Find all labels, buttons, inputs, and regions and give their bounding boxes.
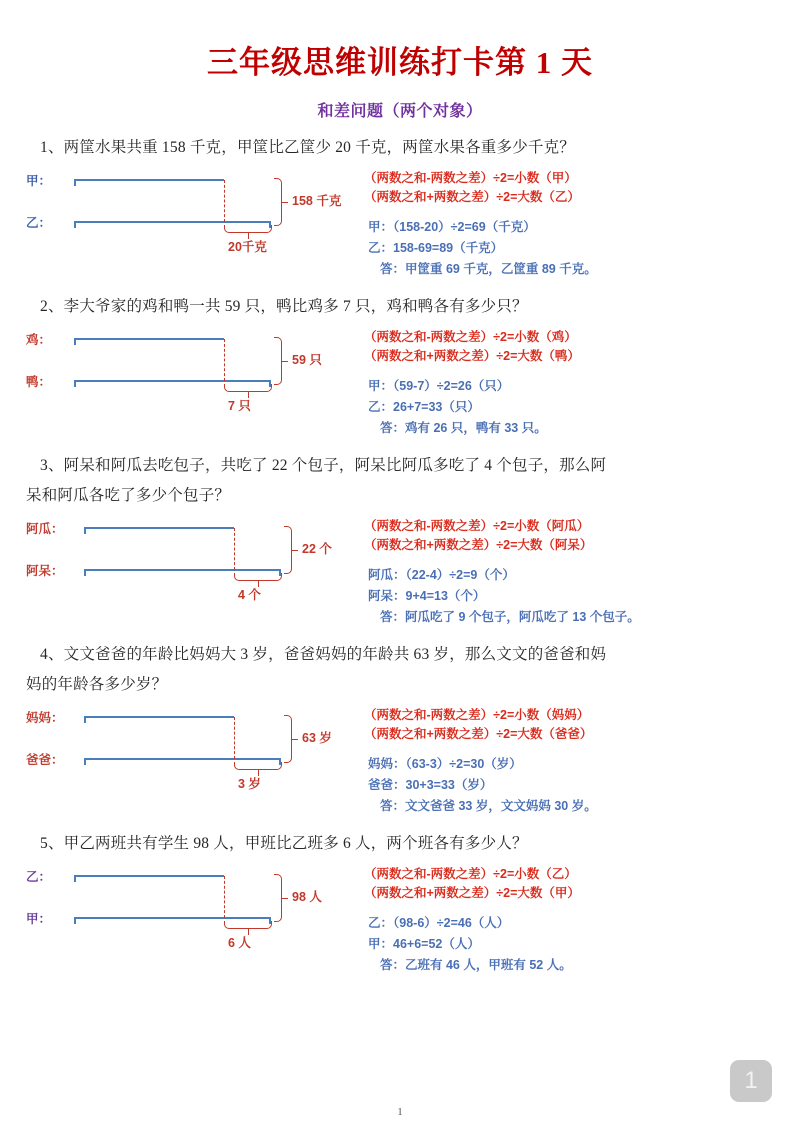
diagram-top-label: 鸡： — [26, 333, 52, 348]
question-line-1: 4、文文爸爸的年龄比妈妈大 3 岁，爸爸妈妈的年龄共 63 岁，那么文文的爸爸和妈 — [40, 646, 607, 664]
diagram-top-label: 阿瓜： — [26, 522, 64, 537]
problem-body — [26, 515, 778, 628]
solution-column — [356, 167, 778, 280]
top-bar-line — [74, 875, 224, 877]
solution-spacer — [364, 903, 778, 913]
problem-block — [0, 628, 800, 817]
question-line-1: 1、两筐水果共重 158 千克，甲筐比乙筐少 20 千克，两筐水果各重多少千克？ — [40, 139, 576, 157]
diagram-bottom-label: 鸭： — [26, 375, 52, 390]
difference-brace — [234, 762, 282, 770]
solution-answer: 答：乙班有 46 人，甲班有 52 人。 — [380, 958, 572, 973]
solution-step-2: 爸爸：30+3=33（岁） — [368, 778, 493, 793]
difference-value-label: 4 个 — [238, 588, 261, 603]
formula-small-number: （两数之和-两数之差）÷2=小数（乙） — [364, 867, 577, 882]
question-line-2: 妈的年龄各多少岁？ — [26, 676, 168, 694]
solution-spacer — [364, 366, 778, 376]
diagram-column — [26, 167, 356, 271]
difference-value-label: 3 岁 — [238, 777, 261, 792]
question-line-1: 3、阿呆和阿瓜去吃包子，共吃了 22 个包子，阿呆比阿瓜多吃了 4 个包子，那么阿 — [40, 457, 607, 475]
problem-block — [0, 280, 800, 439]
formula-small-number: （两数之和-两数之差）÷2=小数（妈妈） — [364, 708, 590, 723]
solution-step-2: 阿呆：9+4=13（个） — [368, 589, 486, 604]
bar-diagram — [26, 167, 356, 271]
sum-brace — [284, 526, 292, 574]
difference-dashed-line — [224, 180, 225, 222]
problem-body — [26, 167, 778, 280]
solution-answer: 答：鸡有 26 只，鸭有 33 只。 — [380, 421, 547, 436]
solution-spacer — [364, 555, 778, 565]
formula-small-number: （两数之和-两数之差）÷2=小数（鸡） — [364, 330, 577, 345]
difference-value-label: 7 只 — [228, 399, 251, 414]
question-text — [26, 280, 778, 322]
difference-dashed-line — [224, 339, 225, 381]
difference-value-label: 20千克 — [228, 240, 267, 255]
diagram-top-label: 乙： — [26, 870, 52, 885]
diagram-bottom-label: 乙： — [26, 216, 52, 231]
formula-small-number: （两数之和-两数之差）÷2=小数（甲） — [364, 171, 577, 186]
difference-brace — [234, 573, 282, 581]
bar-diagram — [26, 515, 356, 619]
bottom-bar-line — [84, 758, 280, 760]
solution-step-1: 甲：（158-20）÷2=69（千克） — [368, 220, 536, 235]
solution-spacer — [364, 207, 778, 217]
solution-column — [356, 515, 778, 628]
problems-container — [0, 121, 800, 976]
sum-value-label: 158 千克 — [292, 194, 342, 209]
sum-value-label: 98 人 — [292, 890, 322, 905]
formula-large-number: （两数之和+两数之差）÷2=大数（鸭） — [364, 349, 580, 364]
top-bar-line — [84, 716, 234, 718]
problem-body — [26, 326, 778, 439]
diagram-column — [26, 515, 356, 619]
difference-dashed-line — [234, 717, 235, 759]
footer-page-number: 1 — [397, 1106, 403, 1118]
bar-diagram — [26, 863, 356, 967]
bottom-bar-line — [74, 221, 270, 223]
solution-column — [356, 863, 778, 976]
question-text — [26, 628, 778, 700]
corner-page-badge: 1 — [730, 1060, 772, 1102]
bottom-bar-line — [84, 569, 280, 571]
diagram-top-label: 甲： — [26, 174, 52, 189]
sum-value-label: 59 只 — [292, 353, 322, 368]
problem-block — [0, 817, 800, 976]
difference-dashed-line — [224, 876, 225, 918]
solution-step-2: 甲：46+6=52（人） — [368, 937, 480, 952]
solution-step-1: 甲：（59-7）÷2=26（只） — [368, 379, 510, 394]
bar-diagram — [26, 704, 356, 808]
diagram-bottom-label: 爸爸： — [26, 753, 64, 768]
difference-brace — [224, 921, 272, 929]
difference-dashed-line — [234, 528, 235, 570]
solution-step-1: 妈妈：（63-3）÷2=30（岁） — [368, 757, 522, 772]
question-line-1: 5、甲乙两班共有学生 98 人，甲班比乙班多 6 人，两个班各有多少人？ — [40, 835, 528, 853]
sum-brace — [274, 337, 282, 385]
diagram-top-label: 妈妈： — [26, 711, 64, 726]
question-text — [26, 439, 778, 511]
solution-step-1: 阿瓜：（22-4）÷2=9（个） — [368, 568, 515, 583]
top-bar-line — [74, 179, 224, 181]
top-bar-line — [84, 527, 234, 529]
diagram-bottom-label: 甲： — [26, 912, 52, 927]
sum-brace — [274, 874, 282, 922]
page-title: 三年级思维训练打卡第 1 天 — [207, 45, 593, 80]
solution-column — [356, 704, 778, 817]
sum-value-label: 63 岁 — [302, 731, 332, 746]
page-subtitle: 和差问题（两个对象） — [317, 103, 483, 121]
solution-step-2: 乙：26+7=33（只） — [368, 400, 480, 415]
problem-body — [26, 863, 778, 976]
top-bar-line — [74, 338, 224, 340]
difference-brace — [224, 384, 272, 392]
sum-brace — [284, 715, 292, 763]
difference-brace — [224, 225, 272, 233]
problem-block — [0, 439, 800, 628]
solution-column — [356, 326, 778, 439]
formula-large-number: （两数之和+两数之差）÷2=大数（甲） — [364, 886, 580, 901]
diagram-column — [26, 326, 356, 430]
solution-step-1: 乙：（98-6）÷2=46（人） — [368, 916, 510, 931]
formula-large-number: （两数之和+两数之差）÷2=大数（阿呆） — [364, 538, 593, 553]
solution-answer: 答：甲筐重 69 千克，乙筐重 89 千克。 — [380, 262, 597, 277]
question-line-1: 2、李大爷家的鸡和鸭一共 59 只，鸭比鸡多 7 只，鸡和鸭各有多少只？ — [40, 298, 528, 316]
solution-answer: 答：文文爸爸 33 岁，文文妈妈 30 岁。 — [380, 799, 597, 814]
formula-large-number: （两数之和+两数之差）÷2=大数（乙） — [364, 190, 580, 205]
solution-answer: 答：阿瓜吃了 9 个包子，阿瓜吃了 13 个包子。 — [380, 610, 640, 625]
problem-body — [26, 704, 778, 817]
diagram-bottom-label: 阿呆： — [26, 564, 64, 579]
solution-spacer — [364, 744, 778, 754]
question-text — [26, 817, 778, 859]
diagram-column — [26, 704, 356, 808]
solution-step-2: 乙：158-69=89（千克） — [368, 241, 504, 256]
sum-brace — [274, 178, 282, 226]
problem-block — [0, 121, 800, 280]
question-line-2: 呆和阿瓜各吃了多少个包子？ — [26, 487, 231, 505]
question-text — [26, 121, 778, 163]
formula-small-number: （两数之和-两数之差）÷2=小数（阿瓜） — [364, 519, 590, 534]
bottom-bar-line — [74, 917, 270, 919]
diagram-column — [26, 863, 356, 967]
sum-value-label: 22 个 — [302, 542, 332, 557]
difference-value-label: 6 人 — [228, 936, 251, 951]
bar-diagram — [26, 326, 356, 430]
formula-large-number: （两数之和+两数之差）÷2=大数（爸爸） — [364, 727, 593, 742]
bottom-bar-line — [74, 380, 270, 382]
